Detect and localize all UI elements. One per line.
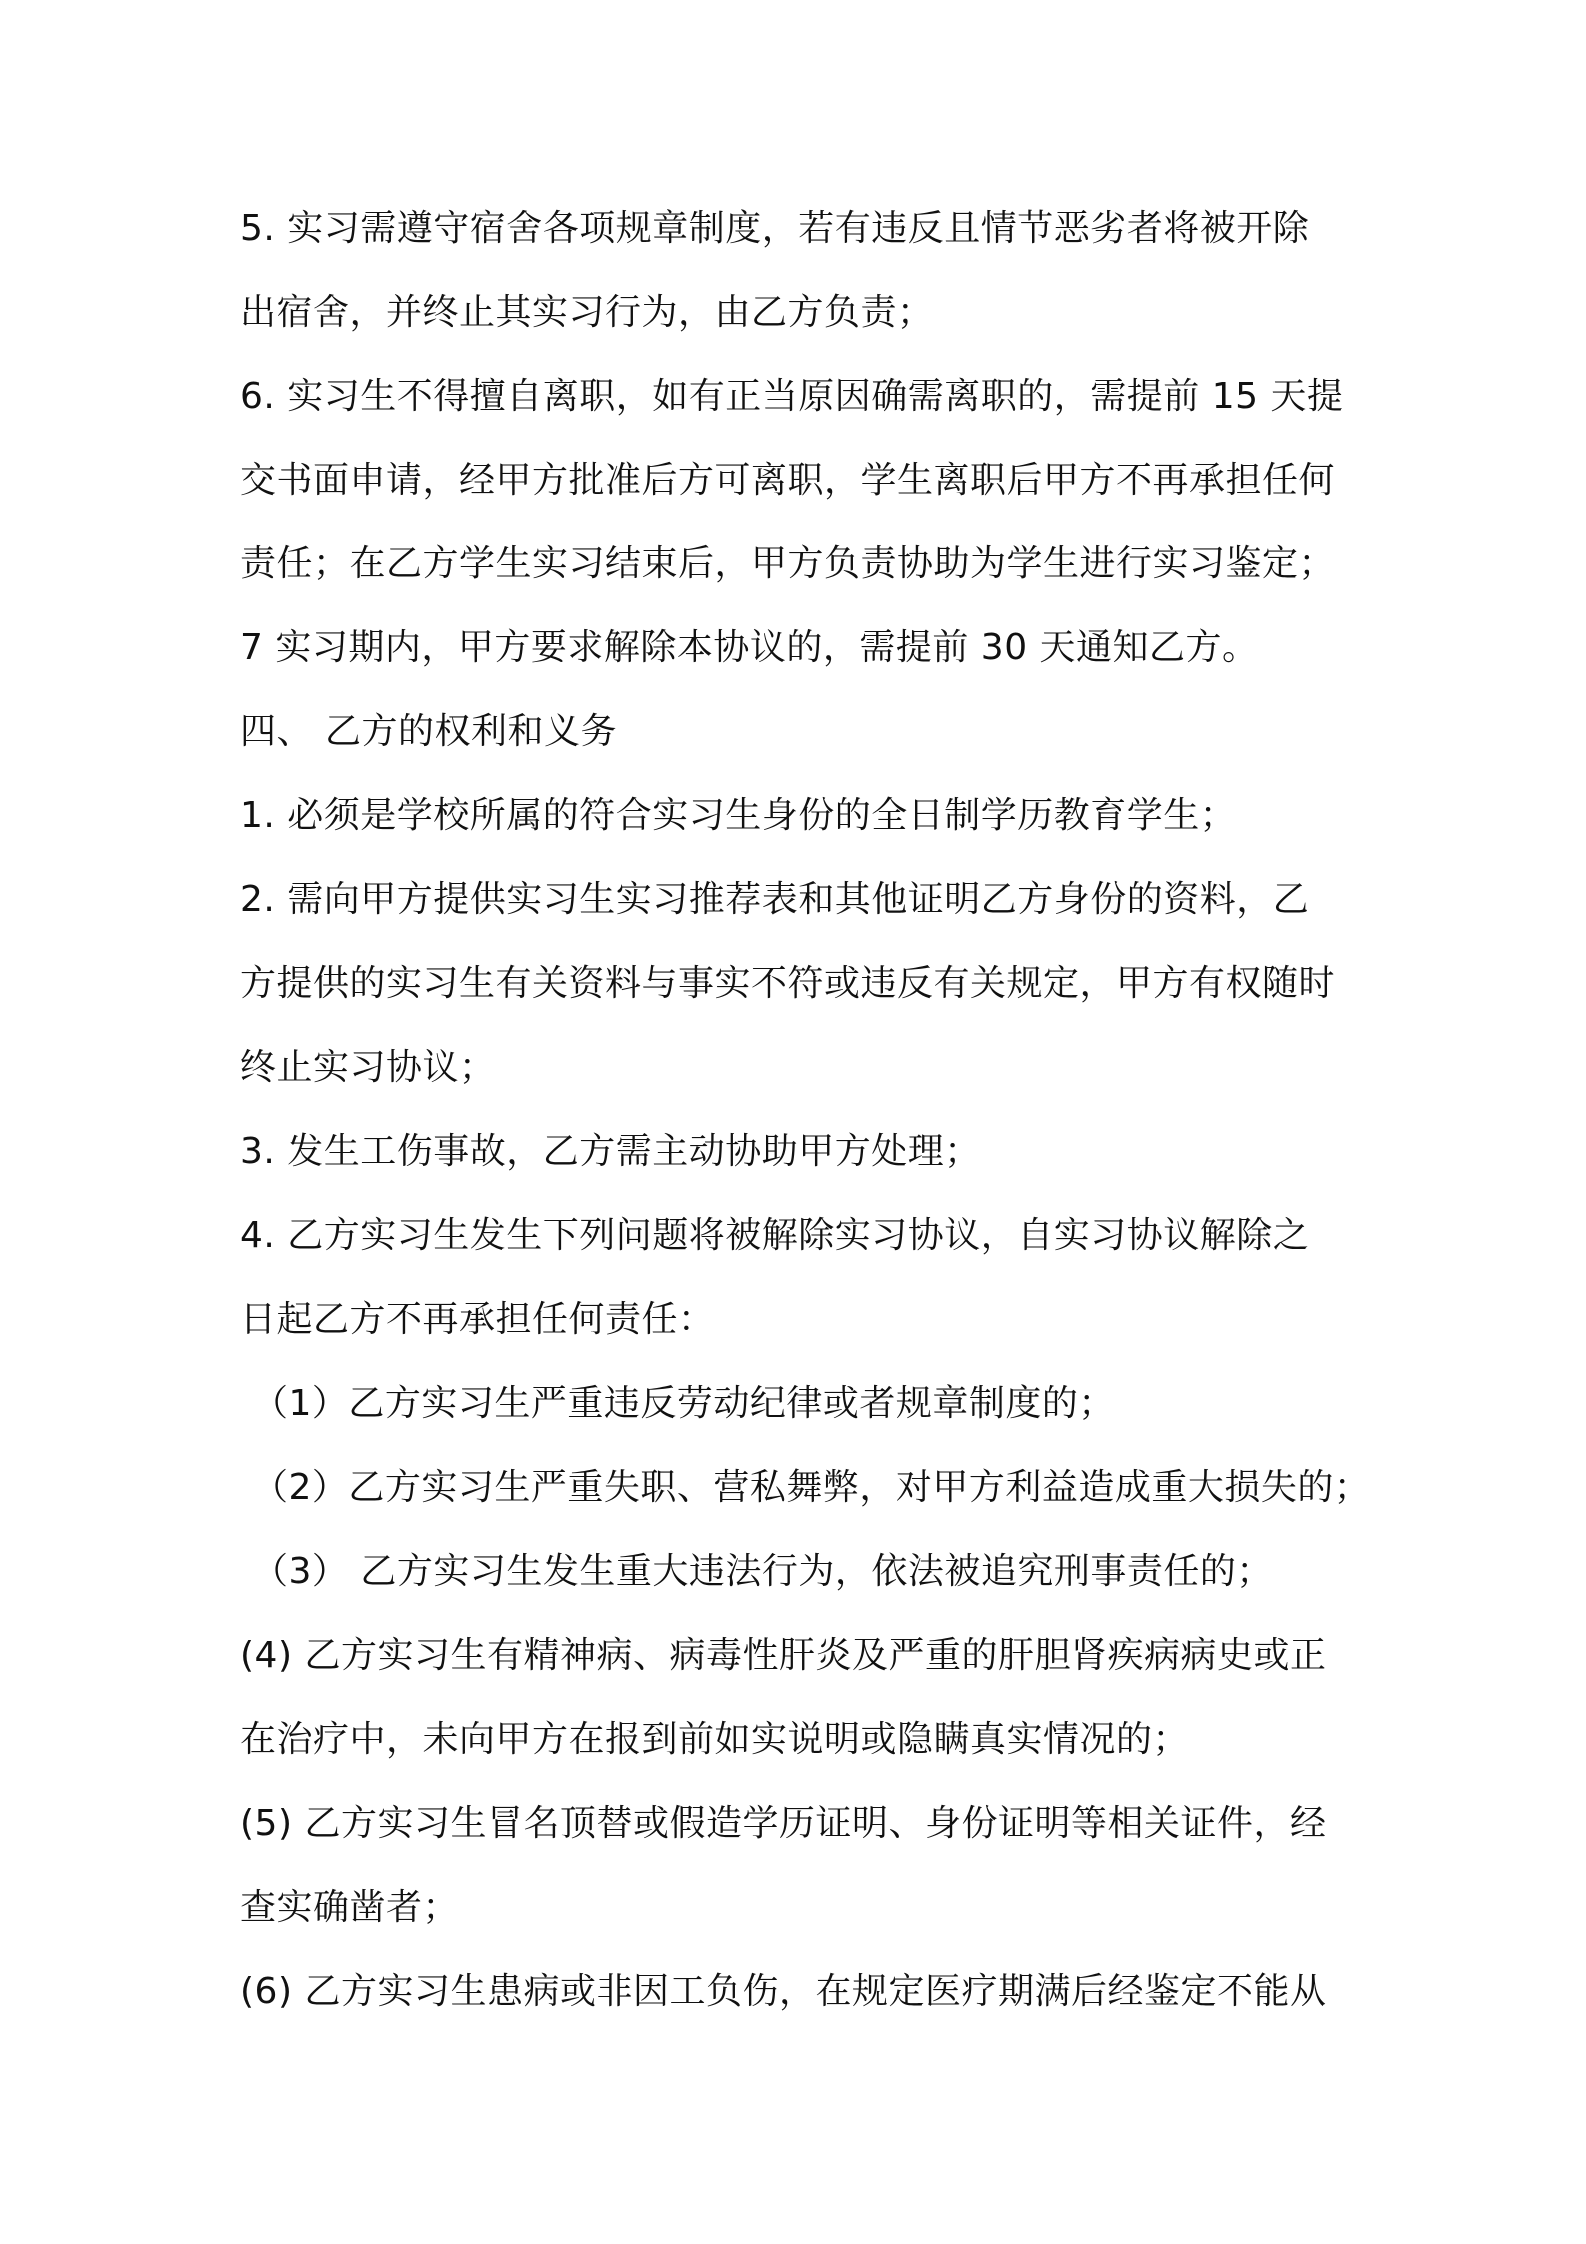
clause-7-line-1: 7 实习期内，甲方要求解除本协议的，需提前 30 天通知乙方。	[240, 627, 1259, 668]
sub-item-1: （1）乙方实习生严重违反劳动纪律或者规章制度的；	[252, 1383, 1115, 1424]
sub-item-5-line-2: 查实确凿者；	[240, 1887, 460, 1928]
clause-6-line-1: 6. 实习生不得擅自离职，如有正当原因确需离职的，需提前 15 天提	[240, 376, 1344, 417]
sub-item-2: （2）乙方实习生严重失职、营私舞弊，对甲方利益造成重大损失的；	[252, 1467, 1371, 1508]
section-four-heading: 四、 乙方的权利和义务	[240, 711, 617, 752]
duty-2-line-2: 方提供的实习生有关资料与事实不符或违反有关规定，甲方有权随时	[240, 963, 1336, 1004]
duty-2-line-1: 2. 需向甲方提供实习生实习推荐表和其他证明乙方身份的资料，乙	[240, 879, 1310, 920]
sub-item-3: （3） 乙方实习生发生重大违法行为，依法被追究刑事责任的；	[252, 1551, 1273, 1592]
clause-5-line-2: 出宿舍，并终止其实习行为，由乙方负责；	[240, 292, 934, 333]
clause-6-line-3: 责任；在乙方学生实习结束后，甲方负责协助为学生进行实习鉴定；	[240, 543, 1336, 584]
duty-3-line-1: 3. 发生工伤事故，乙方需主动协助甲方处理；	[240, 1131, 981, 1172]
sub-item-5-line-1: (5) 乙方实习生冒名顶替或假造学历证明、身份证明等相关证件，经	[240, 1803, 1327, 1844]
sub-item-6-line-1: (6) 乙方实习生患病或非因工负伤，在规定医疗期满后经鉴定不能从	[240, 1971, 1327, 2012]
clause-6-line-2: 交书面申请，经甲方批准后方可离职，学生离职后甲方不再承担任何	[240, 460, 1336, 501]
sub-item-4-line-2: 在治疗中，未向甲方在报到前如实说明或隐瞒真实情况的；	[240, 1719, 1190, 1760]
duty-4-line-2: 日起乙方不再承担任何责任：	[240, 1299, 715, 1340]
duty-4-line-1: 4. 乙方实习生发生下列问题将被解除实习协议，自实习协议解除之	[240, 1215, 1310, 1256]
duty-1-line-1: 1. 必须是学校所属的符合实习生身份的全日制学历教育学生；	[240, 795, 1237, 836]
duty-2-line-3: 终止实习协议；	[240, 1047, 496, 1088]
clause-5-line-1: 5. 实习需遵守宿舍各项规章制度，若有违反且情节恶劣者将被开除	[240, 208, 1310, 249]
sub-item-4-line-1: (4) 乙方实习生有精神病、病毒性肝炎及严重的肝胆肾疾病病史或正	[240, 1635, 1327, 1676]
